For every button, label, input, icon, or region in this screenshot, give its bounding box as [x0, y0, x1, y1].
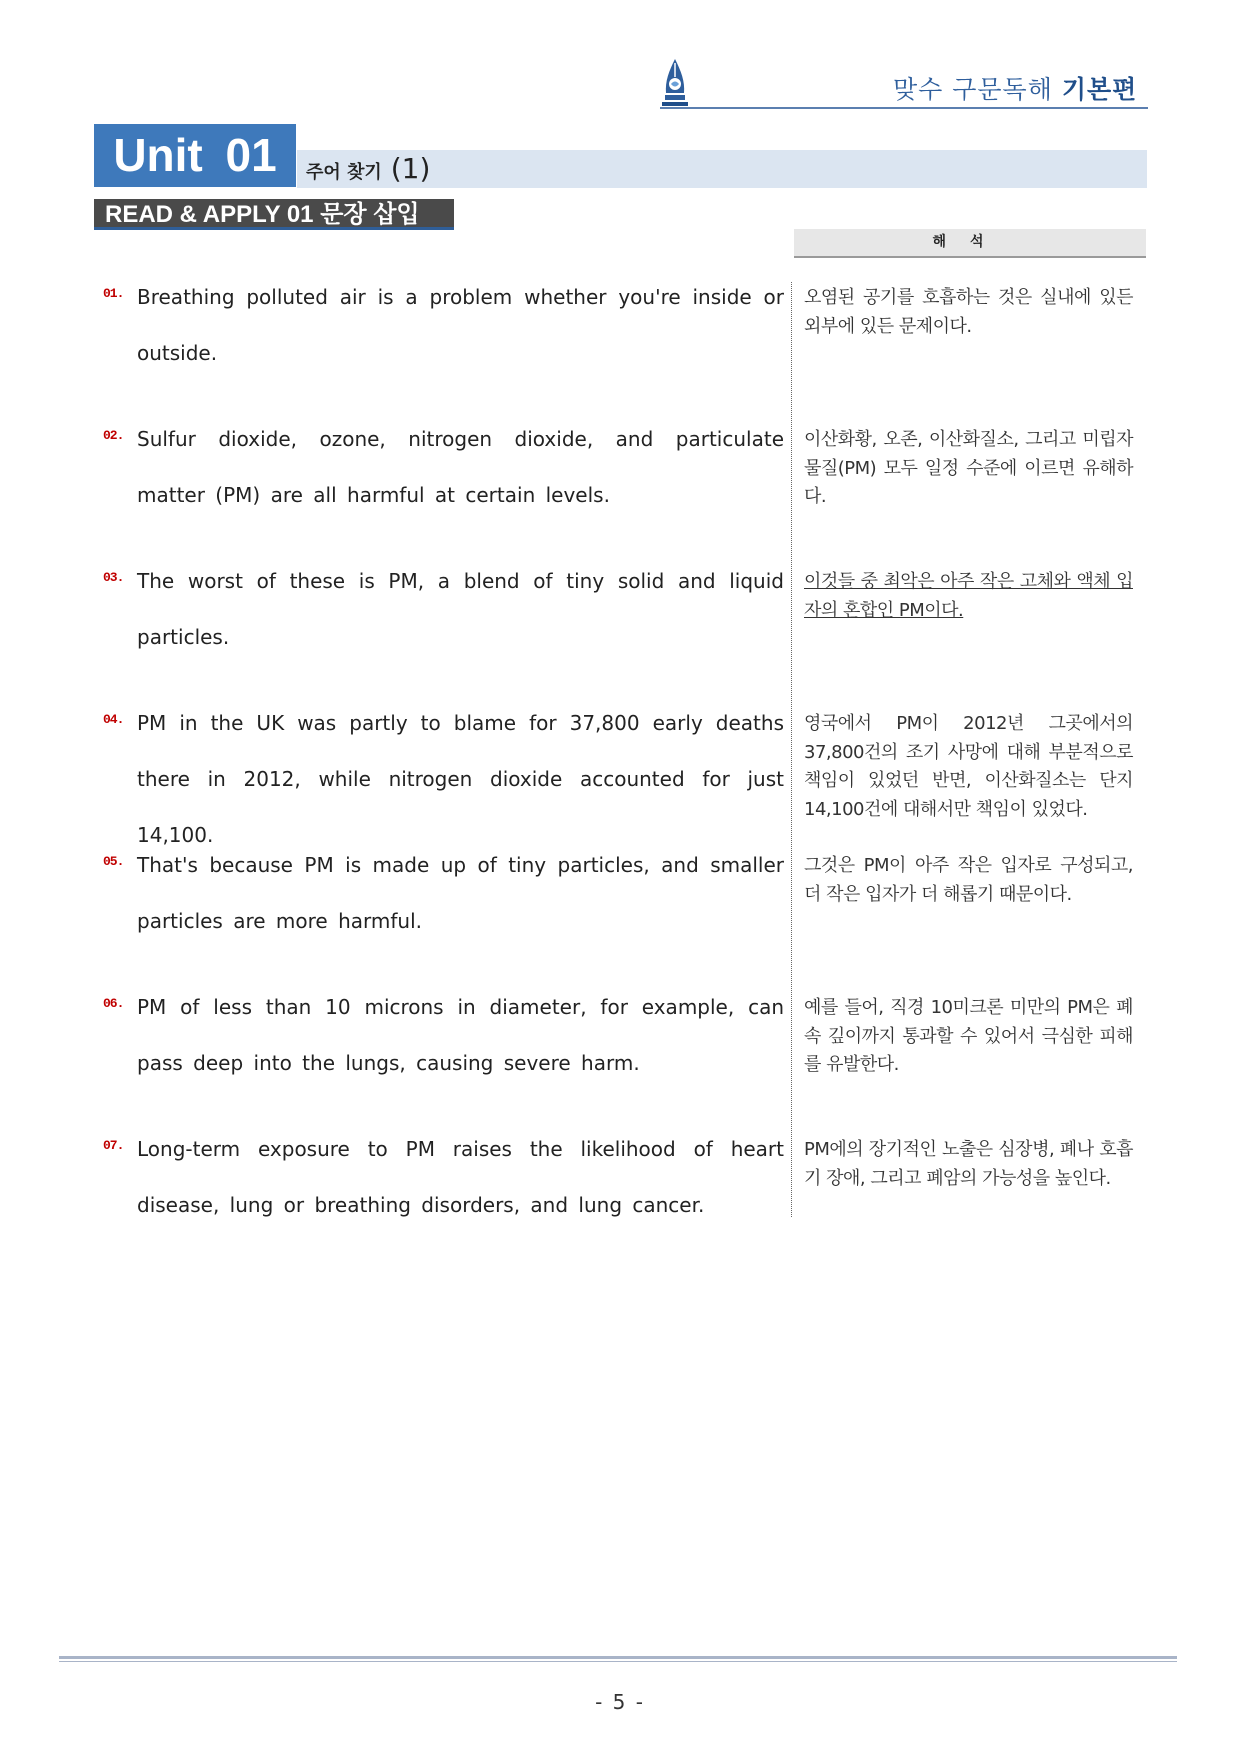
unit-subtitle — [306, 150, 430, 188]
book-title-bold: 기본편 — [1061, 75, 1138, 104]
column-divider — [791, 282, 792, 1217]
sentence-korean: 영국에서 PM이 2012년 그곳에서의 37,800건의 조기 사망에 대해 부분적으로 책임이 있었던 반면, 이산화질소는 단지 14,100건에 대해서만 책임이 있었다. — [804, 713, 1133, 820]
sentence-korean-text: 이것들 중 최악은 아주 작은 고체와 액체 입자의 혼합인 PM이다. — [804, 571, 1133, 621]
unit-label: Unit 01 — [94, 124, 296, 187]
sentence-number: 03. — [103, 570, 124, 585]
unit-subtitle-number: (1) — [390, 152, 431, 185]
sentence-number: 02. — [103, 428, 124, 443]
fountain-pen-nib-icon — [660, 57, 690, 109]
footer-rule-thin — [59, 1661, 1177, 1662]
sentence-english: The worst of these is PM, a blend of tiny solid and liquid particles. — [137, 569, 784, 649]
sentence-korean: 예를 들어, 직경 10미크론 미만의 PM은 폐 속 깊이까지 통과할 수 있어서 극심한 피해를 유발한다. — [804, 997, 1133, 1075]
page-number: - 5 - — [595, 1690, 645, 1714]
sentence-korean: PM에의 장기적인 노출은 심장병, 폐나 호흡기 장애, 그리고 폐암의 가능성을 높인다. — [804, 1139, 1133, 1189]
sentence-korean: 이산화황, 오존, 이산화질소, 그리고 미립자 물질(PM) 모두 일정 수준에 이르면 유해하다. — [804, 429, 1133, 507]
sentence-korean: 그것은 PM이 아주 작은 입자로 구성되고, 더 작은 입자가 더 해롭기 때문이다. — [804, 855, 1133, 905]
unit-subtitle-text: 주어 찾기 — [306, 162, 382, 183]
sentence-korean-highlighted — [804, 568, 1133, 625]
sentence-english: Long-term exposure to PM raises the likelihood of heart disease, lung or breathing disorders, and lung cancer. — [137, 1137, 784, 1217]
sentence-number: 07. — [103, 1138, 124, 1153]
sentence-english: PM in the UK was partly to blame for 37,800 early deaths there in 2012, while nitrogen dioxide accounted for just 14,100. — [137, 711, 784, 847]
book-title-main: 맞수 구문독해 — [893, 75, 1053, 104]
book-title — [893, 70, 1137, 106]
footer-rule — [59, 1656, 1177, 1659]
section-label: READ & APPLY 01 문장 삽입 — [94, 199, 454, 230]
header-rule — [660, 107, 1148, 109]
sentence-number: 06. — [103, 996, 124, 1011]
sentence-number: 05. — [103, 854, 124, 869]
sentence-english: That's because PM is made up of tiny particles, and smaller particles are more harmful. — [137, 853, 784, 933]
sentence-number: 01. — [103, 286, 124, 301]
sentence-english: PM of less than 10 microns in diameter, for example, can pass deep into the lungs, causing severe harm. — [137, 995, 784, 1075]
sentence-english: Sulfur dioxide, ozone, nitrogen dioxide, and particulate matter (PM) are all harmful at certain levels. — [137, 427, 784, 507]
sentence-number: 04. — [103, 712, 124, 727]
translation-header: 해석 — [794, 229, 1146, 258]
sentence-english: Breathing polluted air is a problem whether you're inside or outside. — [137, 285, 784, 365]
sentence-korean: 오염된 공기를 호흡하는 것은 실내에 있든 외부에 있든 문제이다. — [804, 287, 1133, 337]
